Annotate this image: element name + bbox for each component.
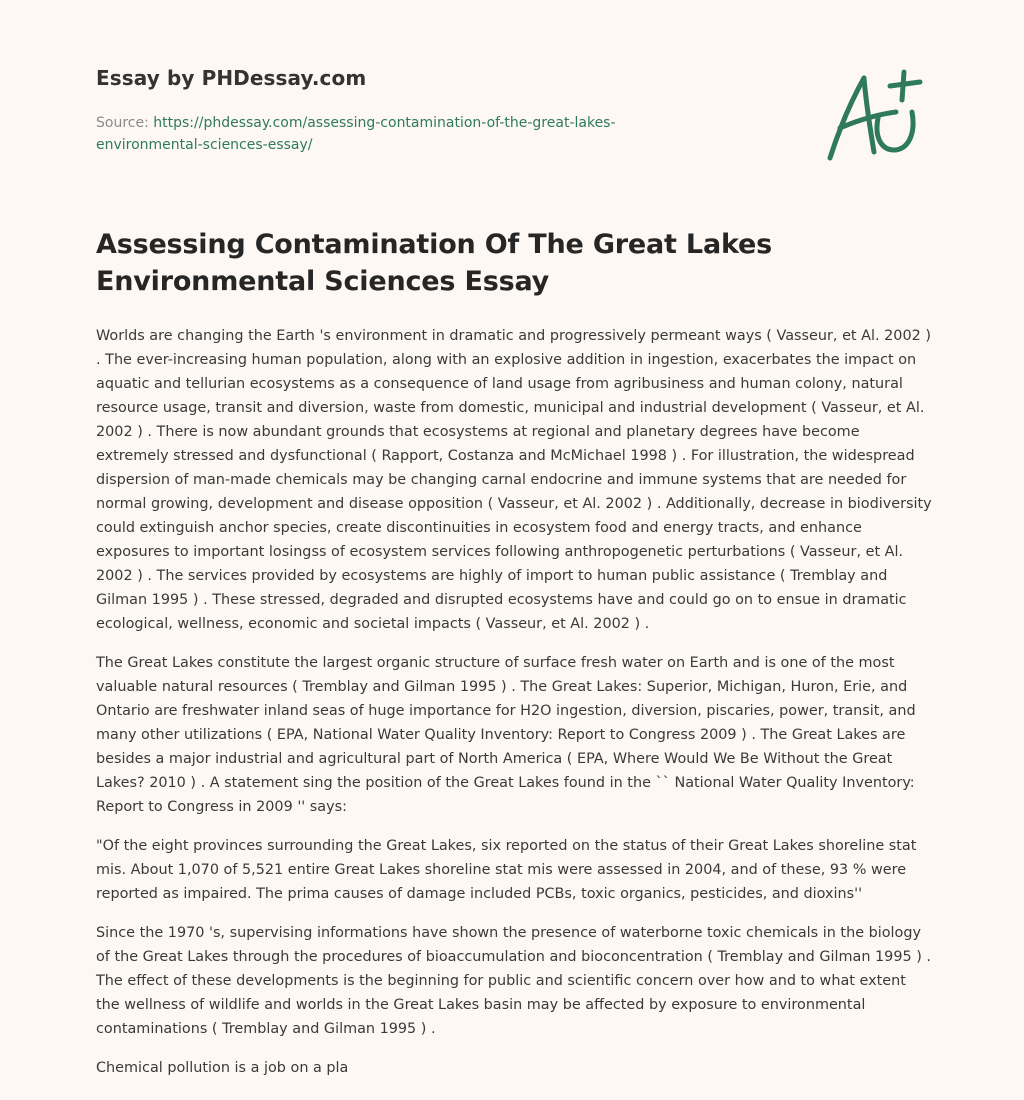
a-plus-grade-icon (820, 68, 930, 168)
essay-paragraph-truncated: Chemical pollution is a job on a pla (96, 1060, 349, 1076)
essay-paragraph: The Great Lakes constitute the largest organic structure of surface fresh water on Earth and is one of the most valuable natural resources ( Tremblay and Gilman 1995 ) . The Great Lakes: Superior, Michigan, Huron, Erie, and Ontario are freshwater inland seas of huge importance for H2O ingestion, diversion, piscaries, power, transit, and many other utilizations ( EPA, National Water Quality Inventory: Report to Congress 2009 ) . The Great Lakes are besides a major industrial and agricultural part of North America ( EPA, Where Would We Be Without the Great Lakes? 2010 ) . A statement sing the position of the Great Lakes found in the `` National Water Quality Inventory: Report to Congress in 2009 '' says: (96, 655, 916, 815)
source-link[interactable]: https://phdessay.com/assessing-contamination-of-the-great-lakes-environmental-sciences-essay/ (96, 115, 616, 153)
essay-paragraph: Worlds are changing the Earth 's environment in dramatic and progressively permeant ways ( Vasseur, et Al. 2002 ) . The ever-increasing human population, along with an explosive addition in ingestion, exacerbates the impact on aquatic and tellurian ecosystems as a consequence of land usage from agribusiness and human colony, natural resource usage, transit and diversion, waste from domestic, municipal and industrial development ( Vasseur, et Al. 2002 ) . There is now abundant grounds that ecosystems at regional and planetary degrees have become extremely stressed and dysfunctional ( Rapport, Costanza and McMichael 1998 ) . For illustration, the widespread dispersion of man-made chemicals may be changing carnal endocrine and immune systems that are needed for normal growing, development and disease opposition ( Vasseur, et Al. 2002 ) . Additionally, decrease in biodiversity could extinguish anchor species, create discontinuities in ecosystem food and energy tracts, and enhance exposures to important losingss of ecosystem services following anthropogenetic perturbations ( Vasseur, et Al. 2002 ) . The services provided by ecosystems are highly of import to human public assistance ( Tremblay and Gilman 1995 ) . These stressed, degraded and disrupted ecosystems have and could go on to ensue in dramatic ecological, wellness, economic and societal impacts ( Vasseur, et Al. 2002 ) . (96, 328, 932, 632)
source-label: Source: (96, 115, 149, 131)
essay-paragraph: Since the 1970 's, supervising informations have shown the presence of waterborne toxic chemicals in the biology of the Great Lakes through the procedures of bioaccumulation and bioconcentration ( Tremblay and Gilman 1995 ) . The effect of these developments is the beginning for public and scientific concern over how and to what extent the wellness of wildlife and worlds in the Great Lakes basin may be affected by exposure to environmental contaminations ( Tremblay and Gilman 1995 ) . (96, 925, 931, 1037)
site-name: Essay by PHDessay.com (96, 66, 367, 90)
essay-body (96, 324, 932, 1095)
source-line (96, 112, 696, 156)
essay-quote: "Of the eight provinces surrounding the Great Lakes, six reported on the status of their Great Lakes shoreline stat mis. About 1,070 of 5,521 entire Great Lakes shoreline stat mis were assessed in 2004, and of these, 93 % were reported as impaired. The prima causes of damage included PCBs, toxic organics, pesticides, and dioxins'' (96, 838, 917, 902)
essay-title: Assessing Contamination Of The Great Lakes Environmental Sciences Essay (96, 229, 772, 297)
